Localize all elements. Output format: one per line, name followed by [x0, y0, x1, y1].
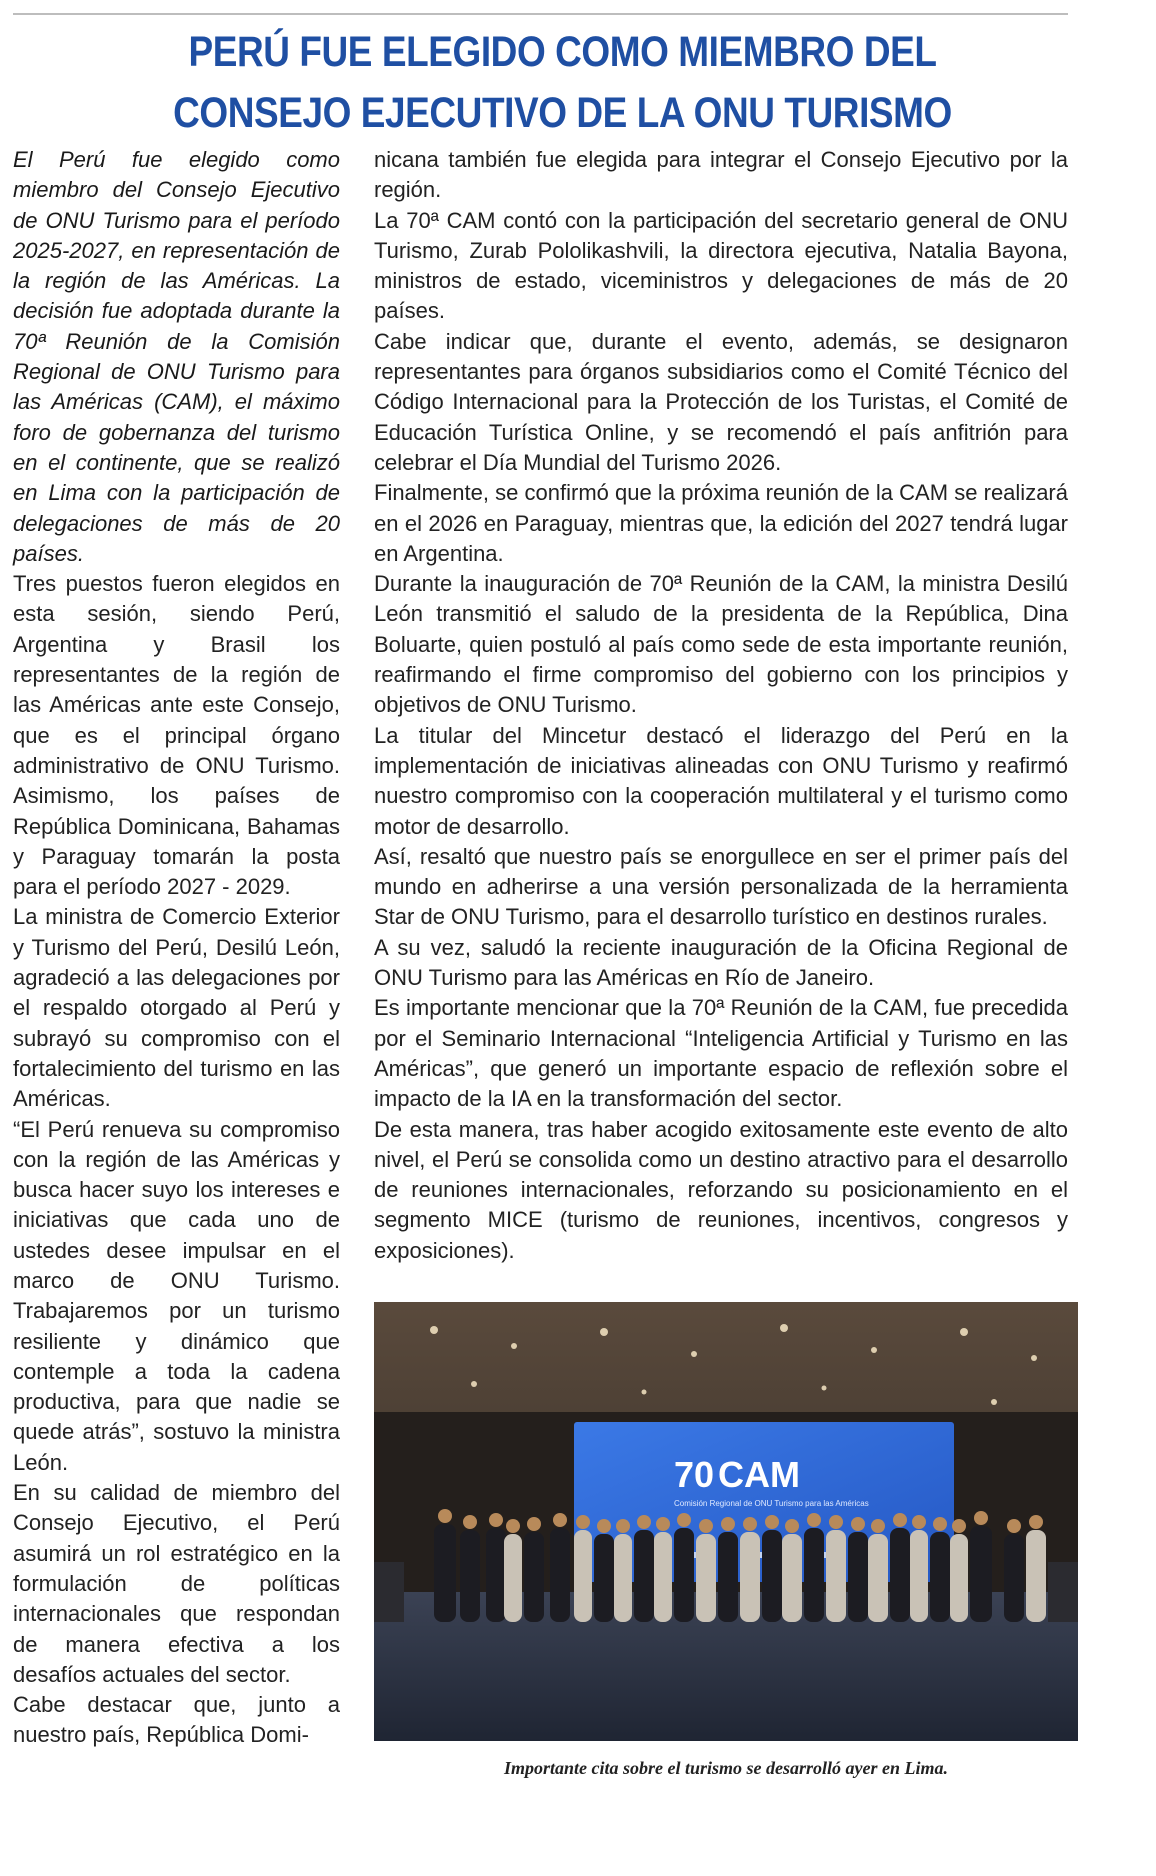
- body-paragraph: Durante la inauguración de 70ª Reunión de la CAM, la ministra Desilú León transmitió el saludo de la presidenta de la República, Dina Boluarte, quien postuló al país como sede de esta importante reunión, reafirmando el firme compromiso del gobierno con los principios y objetivos de ONU Turismo.: [374, 571, 1068, 718]
- body-paragraph: De esta manera, tras haber acogido exitosamente este evento de alto nivel, el Perú se consolida como un destino atractivo para el desarrollo de reuniones internacionales, reforzando su posicionamiento en el segmento MICE (turismo de reuniones, incentivos, congresos y exposiciones).: [374, 1116, 1068, 1263]
- screen-word: CAM: [718, 1454, 800, 1495]
- top-rule: [13, 13, 1068, 15]
- right-column: [374, 145, 1068, 1266]
- side-speaker: [374, 1562, 404, 1622]
- body-paragraph: Es importante mencionar que la 70ª Reunión de la CAM, fue precedida por el Seminario Internacional “Inteligencia Artificial y Turismo en las Américas”, que generó un importante espacio de reflexión sobre el impacto de la IA en la transformación del sector.: [374, 995, 1068, 1112]
- headline-line-1: PERÚ FUE ELEGIDO COMO MIEMBRO DEL: [188, 28, 937, 76]
- headline: [79, 22, 1047, 144]
- quote-paragraph: “El Perú renueva su compromiso con la región de las Américas y busca hacer suyo los intereses e iniciativas que cada uno de ustedes desee impulsar en el marco de ONU Turismo. Trabajaremos por un turismo resiliente y dinámico que contemple a toda la cadena productiva, para que nadie se quede atrás”, sostuvo la ministra León.: [13, 1116, 340, 1475]
- body-paragraph: La ministra de Comercio Exterior y Turismo del Perú, Desilú León, agradeció a las delegaciones por el respaldo otorgado al Perú y subrayó su compromiso con el fortalecimiento del turismo en las Américas.: [13, 904, 340, 1112]
- body-paragraph: Cabe destacar que, junto a nuestro país, República Domi-: [13, 1692, 340, 1748]
- body-paragraph: Así, resaltó que nuestro país se enorgullece en ser el primer país del mundo en adherirse a una versión personalizada de la herramienta Star de ONU Turismo, para el desarrollo turístico en destinos rurales.: [374, 843, 1068, 930]
- screen-number: 70: [674, 1454, 715, 1495]
- body-paragraph: A su vez, saludó la reciente inauguración de la Oficina Regional de ONU Turismo para las Américas en Río de Janeiro.: [374, 934, 1068, 991]
- lead-paragraph: El Perú fue elegido como miembro del Consejo Ejecutivo de ONU Turismo para el período 2025-2027, en representación de la región de las Américas. La decisión fue adoptada durante la 70ª Reunión de la Comisión Regional de ONU Turismo para las Américas (CAM), el máximo foro de gobernanza del turismo en el continente, que se realizó en Lima con la participación de delegaciones de más de 20 países.: [13, 147, 340, 566]
- event-photo: [374, 1302, 1078, 1741]
- event-photo-illustration: [374, 1302, 1078, 1741]
- left-column: [13, 145, 340, 1751]
- body-paragraph: En su calidad de miembro del Consejo Ejecutivo, el Perú asumirá un rol estratégico en la formulación de políticas internacionales que respondan de manera efectiva a los desafíos actuales del sector.: [13, 1480, 340, 1687]
- body-paragraph: Finalmente, se confirmó que la próxima reunión de la CAM se realizará en el 2026 en Paraguay, mientras que, la edición del 2027 tendrá lugar en Argentina.: [374, 480, 1068, 566]
- body-paragraph: Cabe indicar que, durante el evento, además, se designaron representantes para órganos subsidiarios como el Comité Técnico del Código Internacional para la Protección de los Turistas, el Comité de Educación Turística Online, y se recomendó el país anfitrión para celebrar el Día Mundial del Turismo 2026.: [374, 328, 1068, 475]
- screen-subtitle: Comisión Regional de ONU Turismo para las Américas: [674, 1499, 869, 1508]
- photo-caption: Importante cita sobre el turismo se desarrolló ayer en Lima.: [504, 1758, 948, 1778]
- body-paragraph: nicana también fue elegida para integrar el Consejo Ejecutivo por la región.: [374, 147, 1068, 203]
- headline-line-2: CONSEJO EJECUTIVO DE LA ONU TURISMO: [173, 89, 952, 137]
- body-paragraph: Tres puestos fueron elegidos en esta sesión, siendo Perú, Argentina y Brasil los representantes de la región de las Américas ante este Consejo, que es el principal órgano administrativo de ONU Turismo. Asimismo, los países de República Dominicana, Bahamas y Paraguay tomarán la posta para el período 2027 - 2029.: [13, 571, 340, 900]
- body-paragraph: La 70ª CAM contó con la participación del secretario general de ONU Turismo, Zurab Pololikashvili, la directora ejecutiva, Natalia Bayona, ministros de estado, viceministros y delegaciones de más de 20 países.: [374, 207, 1068, 324]
- side-speaker: [1048, 1562, 1078, 1622]
- body-paragraph: La titular del Mincetur destacó el liderazgo del Perú en la implementación de iniciativas alineadas con ONU Turismo y reafirmó nuestro compromiso con la cooperación multilateral y el turismo como motor de desarrollo.: [374, 722, 1068, 839]
